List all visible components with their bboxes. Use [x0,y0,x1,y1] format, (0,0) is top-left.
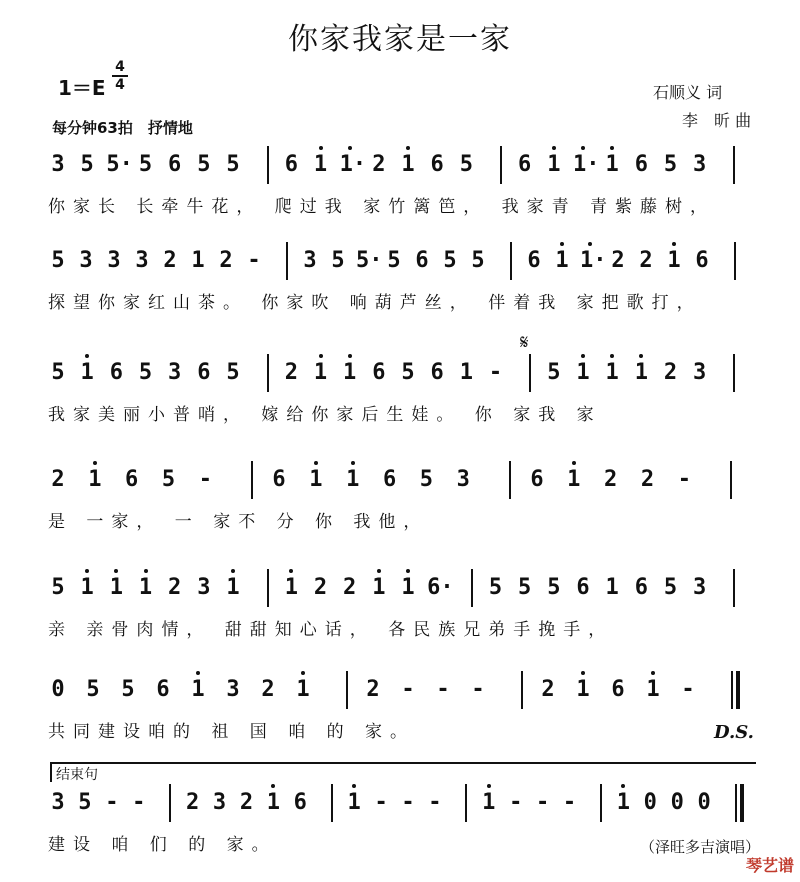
note: 6 [382,467,397,492]
note: 5· [106,152,133,177]
note: 5 [51,360,65,385]
barline [734,242,736,280]
octave-dot [588,242,592,246]
note: 2 [604,467,618,492]
octave-dot [572,461,576,465]
note: 2 [611,248,625,273]
note: 3 [79,248,93,273]
note-row [48,358,768,394]
octave-dot [348,146,352,150]
octave-dot [301,671,305,675]
note: 5 [51,248,65,273]
note: 0 [697,790,711,815]
octave-dot [144,569,148,573]
note: 1 [613,788,633,818]
barline [500,146,502,184]
note: 1 [552,246,572,276]
note: 1 [602,150,622,180]
note: 3 [693,575,707,600]
note: 3 [226,677,240,702]
note: 2 [261,677,275,702]
barline [735,784,737,822]
time-signature [112,59,128,93]
note-extension: - [509,790,523,815]
barline [733,146,735,184]
note-extension: - [471,677,485,702]
note: 6 [284,152,298,177]
note: 3 [212,790,227,815]
note-extension: - [247,248,261,273]
note-extension: - [562,790,577,815]
octave-dot [621,784,625,788]
octave-dot [314,461,318,465]
barline [731,671,733,709]
octave-dot [85,569,89,573]
note: 3 [51,152,65,177]
note-extension: - [401,790,415,815]
note: 6 [156,677,170,702]
singer-credit: （泽旺多吉演唱） [639,838,760,856]
octave-dot [271,784,275,788]
note: 6 [109,360,123,385]
note: 6 [518,152,532,177]
note-extension: - [428,790,442,815]
barline [733,354,735,392]
segno-icon: 𝄋 [520,330,529,354]
barline [251,461,253,499]
note: 1 [191,248,205,273]
coda-bracket [50,762,756,782]
note: 0 [670,790,684,815]
lyric-row [48,400,768,426]
key-signature: 1＝E [58,76,106,100]
note: 6 [415,248,429,273]
note: 6 [430,360,444,385]
note: 1 [106,573,126,603]
note: 6 [634,152,648,177]
coda-label: 结束句 [56,767,98,783]
octave-dot [552,146,556,150]
note: 1 [631,358,651,388]
note: 1 [77,573,97,603]
note: 5 [138,152,153,177]
note-row [48,465,768,501]
note: 6 [611,677,625,702]
octave-dot [289,569,293,573]
barline [730,461,732,499]
note: 5 [226,152,240,177]
note: 5 [663,152,678,177]
note: 2 [51,467,65,492]
note: 6 [634,575,648,600]
octave-dot [581,146,585,150]
note: 1 [343,465,363,495]
note: 5 [471,248,485,273]
note-extension: - [436,677,450,702]
lyric-text: 亲 亲骨肉情， 甜甜知心话， 各民族兄弟手挽手， [48,620,614,640]
note: 2 [168,575,182,600]
note: 6 [430,152,444,177]
barline [331,784,333,822]
lyric-text: 建设 咱 们 的 家。 [48,835,277,855]
tempo-marking: 每分钟63拍 抒情地 [52,119,193,137]
barline [286,242,288,280]
watermark-logo: 琴艺谱 [745,856,794,875]
final-barline [740,784,744,822]
note-extension: - [488,360,503,385]
note: 5 [161,467,176,492]
barline [169,784,171,822]
note: 2 [284,360,298,385]
octave-dot [231,569,235,573]
note: 1 [398,573,418,603]
note: 5 [138,360,153,385]
note: 1 [643,675,663,705]
note: 1· [340,150,360,180]
note: 1 [573,358,593,388]
barline [529,354,531,392]
octave-dot [406,146,410,150]
note: 5 [488,575,503,600]
note-extension: - [374,790,388,815]
note: 1 [564,465,584,495]
time-top: 4 [112,59,128,77]
note: 1 [369,573,389,603]
note: 1 [293,675,313,705]
octave-dot [196,671,200,675]
note: 1 [281,573,301,603]
octave-dot [348,354,352,358]
note: 0 [51,677,65,702]
note: 1· [580,246,600,276]
note: 6 [527,248,541,273]
note-extension: - [677,467,691,492]
lyric-row [48,507,768,533]
note: 1 [311,358,331,388]
note: 5 [331,248,345,273]
note: 3 [107,248,121,273]
octave-dot [672,242,676,246]
note: 1 [664,246,684,276]
barline [509,461,511,499]
note: 5 [663,575,678,600]
lyric-row [48,717,768,743]
note: 2 [366,677,380,702]
octave-dot [487,784,491,788]
note: 1 [311,150,331,180]
note-extension: - [105,790,119,815]
note: 1 [398,150,418,180]
barline [267,354,269,392]
note-row [48,788,768,824]
octave-dot [581,671,585,675]
note: 5 [419,467,434,492]
note: 5 [547,575,561,600]
song-title: 你家我家是一家 [288,22,512,57]
octave-dot [319,146,323,150]
note-row [48,573,768,609]
note: 6 [168,152,182,177]
note-extension: - [401,677,415,702]
note: 3 [197,575,211,600]
barline [267,146,269,184]
barline [600,784,602,822]
note: 3 [303,248,317,273]
note-extension: - [198,467,212,492]
note: 1 [223,573,243,603]
note: 5 [459,152,473,177]
barline [471,569,473,607]
octave-dot [639,354,643,358]
note: 5 [518,575,532,600]
lyric-text: 你家长 长牵牛花， 爬过我 家竹篱笆， 我家青 青紫藤树， [48,197,716,217]
note: 6 [272,467,286,492]
barline [733,569,735,607]
octave-dot [581,354,585,358]
note: 3 [693,152,707,177]
note: 2 [541,677,555,702]
note: 3 [693,360,707,385]
octave-dot [352,784,356,788]
note-extension: - [535,790,550,815]
octave-dot [610,146,614,150]
note: 2 [163,248,177,273]
note-extension: - [681,677,695,702]
note: 6 [197,360,211,385]
note: 5 [443,248,457,273]
composer-credit: 李 昕 曲 [682,111,752,130]
note: 5 [80,152,94,177]
time-bottom: 4 [115,77,125,93]
note: 1 [479,788,499,818]
note: 6 [530,467,544,492]
octave-dot [560,242,564,246]
note: 2 [640,467,655,492]
note: 2 [639,248,653,273]
note: 1 [605,575,619,600]
octave-dot [610,354,614,358]
note: 6 [125,467,139,492]
note: 1 [344,788,364,818]
note: 5 [547,360,561,385]
barline [267,569,269,607]
note: 1 [188,675,208,705]
note: 3 [456,467,470,492]
barline [465,784,467,822]
octave-dot [93,461,97,465]
final-barline [736,671,740,709]
note: 6 [695,248,709,273]
note: 2 [239,790,254,815]
note: 1 [602,358,622,388]
note: 1 [77,358,97,388]
note: 2 [343,575,357,600]
octave-dot [377,569,381,573]
note: 6· [427,575,454,600]
lyric-text: 是 一家， 一 家不 分 你 我他， [48,512,429,532]
octave-dot [351,461,355,465]
note: 5 [197,152,211,177]
note: 5 [387,248,401,273]
note: 0 [643,790,657,815]
note: 1 [544,150,564,180]
barline [510,242,512,280]
lyric-row [48,288,768,314]
note: 2 [185,790,200,815]
note-row [48,150,768,186]
note: 1 [263,788,283,818]
lyric-row [48,615,768,641]
note: 6 [576,575,590,600]
note: 3 [51,790,65,815]
note: 5 [51,575,65,600]
note: 5 [86,677,100,702]
lyric-text: 共同建设咱的 祖 国 咱 的 家。 [48,722,416,742]
note: 2 [219,248,233,273]
octave-dot [319,354,323,358]
note: 5 [401,360,415,385]
note: 1 [306,465,326,495]
note-row [48,246,768,282]
note-row [48,675,768,711]
note: 1 [136,573,156,603]
note: 1 [85,465,105,495]
note: 5 [226,360,240,385]
note: 1 [573,675,593,705]
note: 1 [459,360,473,385]
lyricist-credit: 石顺义 词 [653,83,723,102]
note: 6 [293,790,307,815]
note: 3 [135,248,149,273]
note: 5 [121,677,135,702]
note: 1· [573,150,593,180]
note: 2 [372,152,386,177]
octave-dot [406,569,410,573]
octave-dot [85,354,89,358]
note: 2 [313,575,328,600]
note: 5 [78,790,92,815]
note-extension: - [132,790,146,815]
lyric-text: 探望你家红山茶。 你家吹 响葫芦丝， 伴着我 家把歌打， [48,293,702,313]
ds-marking: D.S. [714,722,754,743]
note: 5· [356,248,383,273]
note: 3 [168,360,182,385]
note: 6 [372,360,386,385]
octave-dot [114,569,118,573]
lyric-text: 我家美丽小普哨， 嫁给你家后生娃。 你 家我 家 [48,405,602,425]
note: 2 [663,360,678,385]
octave-dot [651,671,655,675]
note: 1 [340,358,360,388]
lyric-row [48,192,768,218]
barline [521,671,523,709]
barline [346,671,348,709]
